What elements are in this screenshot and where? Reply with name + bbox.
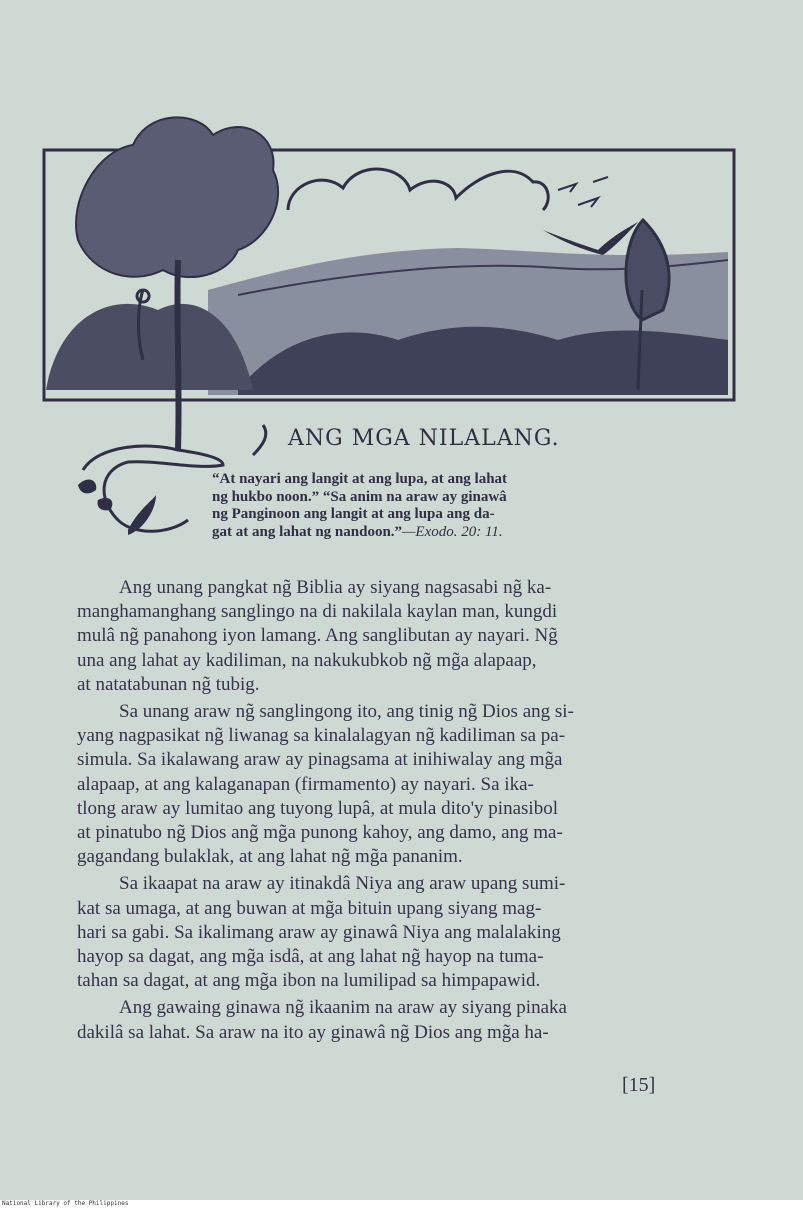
title-curl	[253, 425, 266, 455]
paragraph-1-line: at natatabunan ng̃ tubig.	[77, 673, 260, 695]
paragraph-4-line: dakilâ sa lahat. Sa araw na ito ay ginawâ ng̃ Dios ang mg̃a ha-	[77, 1021, 549, 1043]
paragraph-1-line: mulâ ng̃ panahong iyon lamang. Ang sanglibutan ay nayari. Ng̃	[77, 625, 558, 647]
paragraph-4-line: Ang gawaing ginawa ng̃ ikaanim na araw ay siyang pinaka	[119, 997, 567, 1019]
epigraph	[212, 471, 657, 541]
epigraph-line	[212, 524, 657, 542]
page-number: [15]	[622, 1074, 656, 1096]
paragraph-1-line: Ang unang pangkat ng̃ Biblia ay siyang nagsasabi ng̃ ka-	[119, 577, 552, 598]
epigraph-citation: —Exodo. 20: 11.	[402, 523, 503, 540]
chapter-title: ANG MGA NILALANG.	[288, 426, 560, 451]
paragraph-1-line: una ang lahat ay kadiliman, na nakukubkob ng̃ mg̃a alapaap,	[77, 649, 537, 671]
paragraph-3-line: hari sa gabi. Sa ikalimang araw ay ginawâ Niya ang malalaking	[77, 921, 561, 943]
paragraph-2-line: at pinatubo ng̃ Dios ang̃ mg̃a punong kahoy, ang damo, ang ma-	[77, 822, 563, 844]
paragraph-2-line: gagandang bulaklak, at ang lahat ng̃ mg̃a pananim.	[77, 846, 463, 868]
epigraph-line: ng Panginoon ang langit at ang lupa ang da-	[212, 506, 495, 522]
paragraph-2-line: simula. Sa ikalawang araw ay pinagsama at inihiwalay ang mg̃a	[77, 749, 563, 771]
paragraph-1-line: manghamanghang sanglingo na di nakilala kaylan man, kungdi	[77, 601, 558, 623]
paragraph-2-line: alapaap, at ang kalaganapan (firmamento) ay nayari. Sa ika-	[77, 773, 534, 795]
paragraph-3-line: hayop sa dagat, ang mg̃a isdâ, at ang lahat ng̃ hayop na tuma-	[77, 946, 544, 968]
vine-leaves	[78, 480, 112, 511]
paragraph-3-line: Sa ikaapat na araw ay itinakdâ Niya ang araw upang sumi-	[119, 873, 566, 895]
paragraph-3-line: kat sa umaga, at ang buwan at mg̃a bituin upang siyang mag-	[77, 897, 542, 919]
paragraph-2-line: Sa unang araw ng̃ sanglingong ito, ang tinig ng̃ Dios ang si-	[119, 701, 574, 723]
perched-bird	[128, 495, 156, 535]
paragraph-2-line: yang nagpasikat ng̃ liwanag sa kinalalagyan ng̃ kadiliman sa pa-	[77, 725, 566, 747]
flying-bird	[543, 222, 638, 255]
epigraph-line: ng hukbo noon.” “Sa anim na araw ay ginawâ	[212, 488, 507, 505]
tree-canopy	[76, 117, 278, 277]
scroll-vine	[83, 446, 223, 531]
distant-birds	[558, 177, 608, 207]
body-text	[77, 576, 707, 1045]
footer-credit: National Library of the Philippines	[2, 1200, 129, 1207]
paragraph-2-line: tlong araw ay lumitao ang tuyong lupâ, at mula dito'y pinasibol	[77, 797, 558, 819]
paragraph-3-line: tahan sa dagat, at ang mg̃a ibon na lumilipad sa himpapawid.	[77, 970, 541, 992]
tree-trunk	[177, 260, 178, 450]
clouds	[288, 169, 548, 210]
epigraph-last-line: gat at ang lahat ng nandoon.”	[212, 523, 403, 540]
epigraph-line: “At nayari ang langit at ang lupa, at ang lahat	[212, 471, 508, 487]
